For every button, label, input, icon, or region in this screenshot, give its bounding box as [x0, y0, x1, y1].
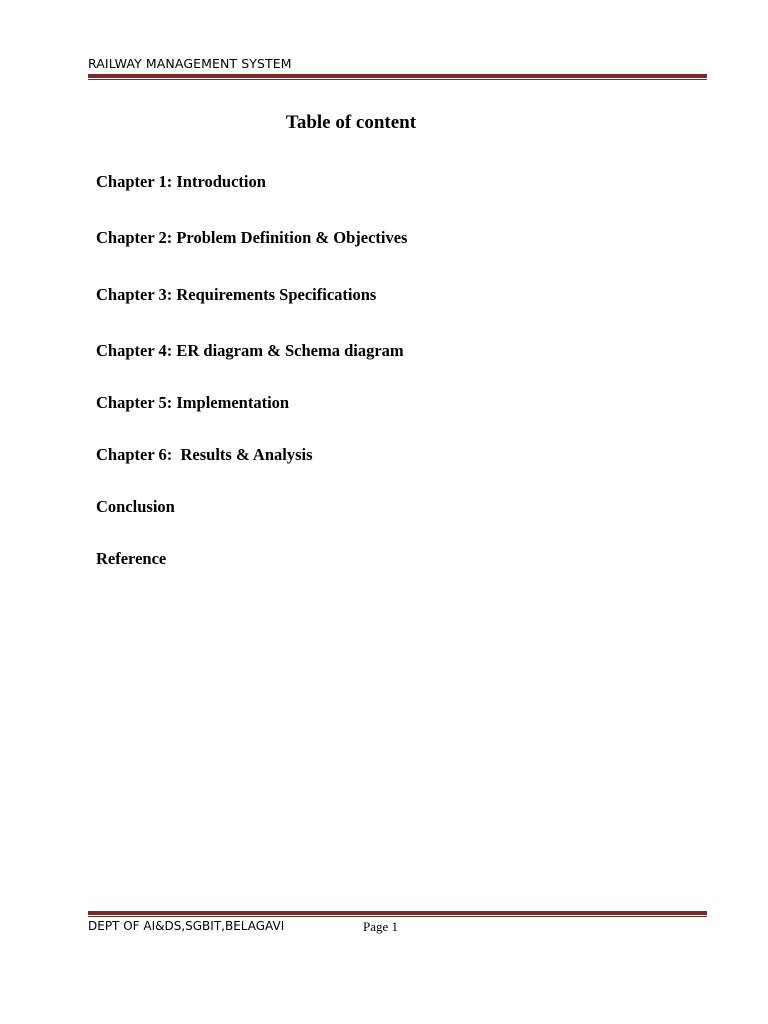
toc-item-chapter-6: Chapter 6: Results & Analysis [96, 445, 313, 464]
header-rule [88, 74, 707, 80]
toc-item-chapter-2: Chapter 2: Problem Definition & Objectives [96, 228, 408, 247]
toc-item-conclusion: Conclusion [96, 497, 175, 516]
footer-page-number: Page 1 [363, 919, 399, 934]
toc-item-reference: Reference [96, 549, 167, 568]
toc-item-chapter-5: Chapter 5: Implementation [96, 393, 290, 412]
footer-rule [88, 911, 707, 917]
toc-item-chapter-1: Chapter 1: Introduction [96, 172, 266, 191]
footer-department: DEPT OF AI&DS,SGBIT,BELAGAVI [88, 919, 285, 933]
toc-item-chapter-3: Chapter 3: Requirements Specifications [96, 285, 377, 304]
toc-title: Table of content [285, 112, 417, 133]
toc-item-chapter-4: Chapter 4: ER diagram & Schema diagram [96, 341, 404, 360]
running-header: RAILWAY MANAGEMENT SYSTEM [88, 56, 292, 71]
